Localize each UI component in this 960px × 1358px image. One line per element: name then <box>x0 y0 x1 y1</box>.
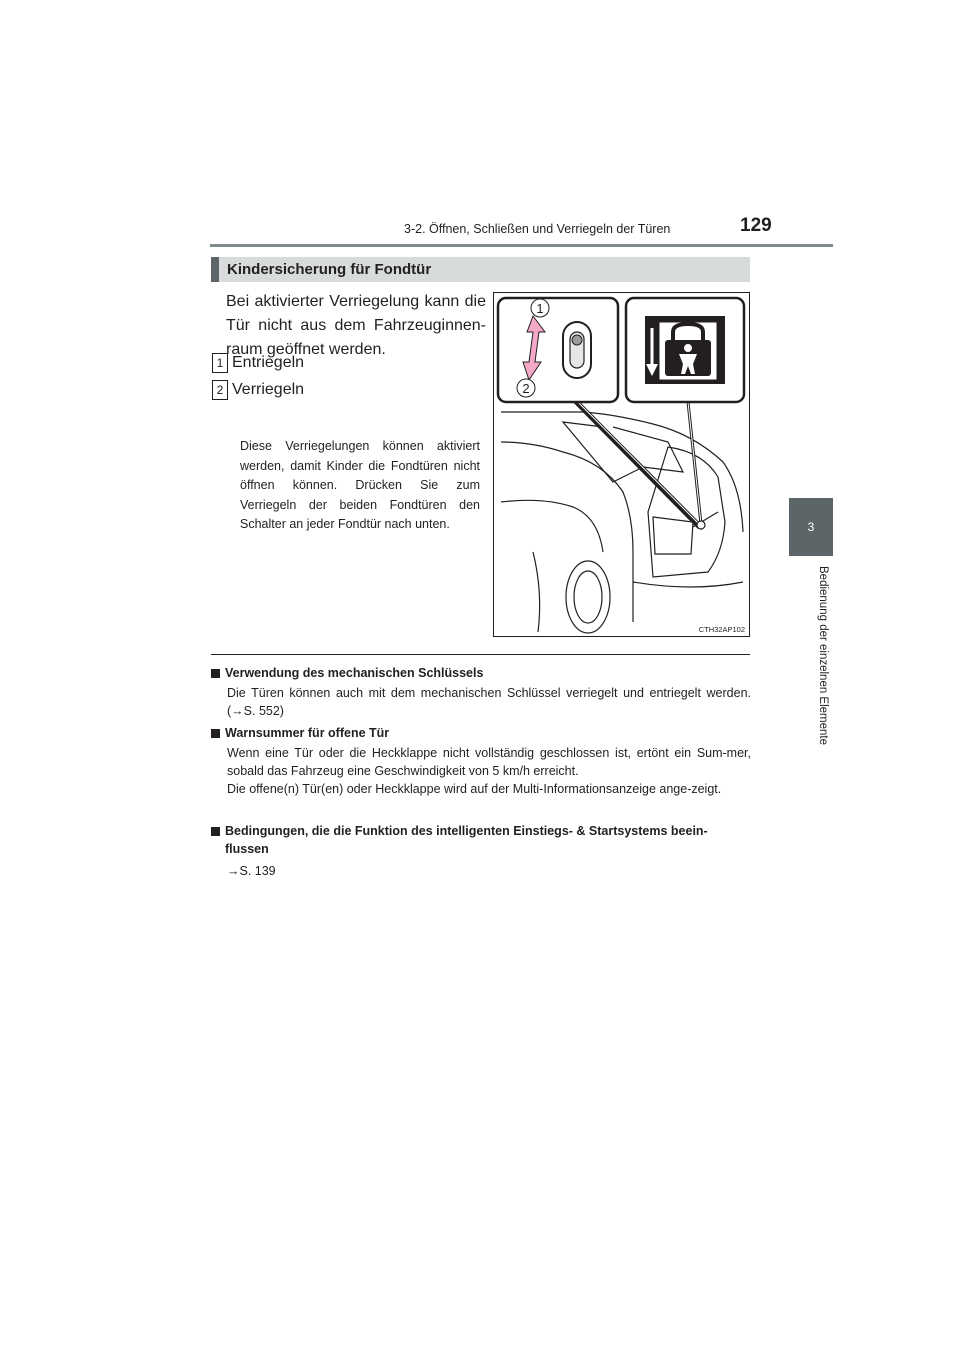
figure-code: CTH32AP102 <box>698 625 745 634</box>
child-lock-icon <box>645 316 725 384</box>
info-body-2: Die offene(n) Tür(en) oder Heckklappe wird auf der Multi-Informationsanzeige ange-zeigt. <box>227 782 722 796</box>
header-rule <box>210 244 833 247</box>
step-1-number: 1 <box>212 353 228 373</box>
section-title: Kindersicherung für Fondtür <box>227 261 432 278</box>
info-block-smart-entry <box>211 822 751 880</box>
square-bullet-icon <box>211 827 220 836</box>
page-number: 129 <box>740 215 772 236</box>
chapter-tab: 3 <box>789 498 833 556</box>
section-accent <box>211 257 219 282</box>
step-1 <box>212 353 304 373</box>
info-body: →S. 139 <box>227 864 276 878</box>
step-2 <box>212 380 304 400</box>
callout-number-1: 1 <box>536 301 544 316</box>
child-lock-illustration <box>493 292 750 637</box>
square-bullet-icon <box>211 669 220 678</box>
info-body: Wenn eine Tür oder die Heckklappe nicht vollständig geschlossen ist, ertönt ein Sum-mer, sobald das Fahrzeug eine Geschwindigkeit von 5 km/h erreicht. <box>227 746 751 778</box>
info-block-mechanical-key <box>211 664 751 720</box>
step-1-text: Entriegeln <box>232 354 305 371</box>
switch-callout-box <box>498 298 618 402</box>
info-body: Die Türen können auch mit dem mechanischen Schlüssel verriegelt und entriegelt werden. (→S. 552) <box>227 686 751 718</box>
info-heading: Bedingungen, die die Funktion des intelligenten Einstiegs- & Startsystems beein-flussen <box>211 822 751 858</box>
info-heading: Verwendung des mechanischen Schlüssels <box>211 664 751 682</box>
step-2-text: Verriegeln <box>232 381 305 398</box>
square-bullet-icon <box>211 729 220 738</box>
intro-text: Bei aktivierter Verriegelung kann die Tür nicht aus dem Fahrzeuginnen-raum geöffnet werden. <box>226 293 486 358</box>
info-block-door-buzzer <box>211 724 751 798</box>
step-2-number: 2 <box>212 380 228 400</box>
chapter-label: Bedienung der einzelnen Elemente <box>817 566 829 746</box>
step-note: Diese Verriegelungen können aktiviert werden, damit Kinder die Fondtüren nicht öffnen können. Drücken Sie zum Verriegeln der beiden Fondtüren den Schalter an jeder Fondtür nach unten. <box>240 439 480 531</box>
header-title: 3-2. Öffnen, Schließen und Verriegeln der Türen <box>404 222 671 236</box>
callout-number-2: 2 <box>522 381 530 396</box>
section-heading-bar <box>211 257 750 282</box>
section-divider <box>211 654 750 655</box>
info-heading: Warnsummer für offene Tür <box>211 724 751 742</box>
